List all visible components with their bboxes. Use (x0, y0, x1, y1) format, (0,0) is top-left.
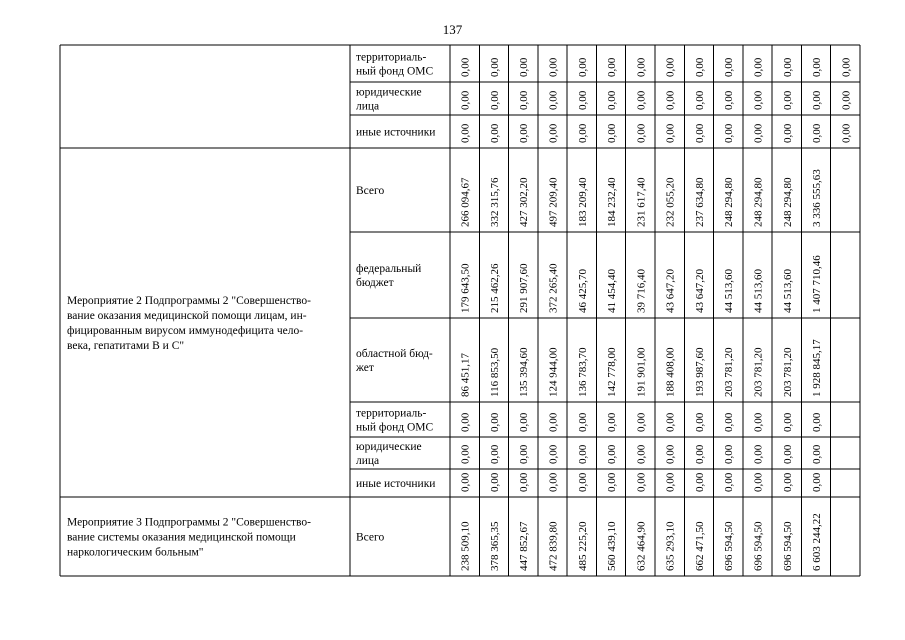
value-cell: 0,00 (840, 57, 853, 77)
value-cell: 662 471,50 (693, 521, 706, 571)
value-cell: 231 617,40 (635, 177, 648, 227)
value-cell: 0,00 (547, 472, 560, 492)
value-cell: 0,00 (811, 444, 824, 464)
value-cell: 0,00 (576, 90, 589, 110)
funding-source-line: Всего (356, 531, 385, 544)
value-cell: 696 594,50 (752, 521, 765, 571)
value-cell: 248 294,80 (781, 177, 794, 227)
value-cell: 0,00 (488, 444, 501, 464)
value-cell: 0,00 (459, 412, 472, 432)
funding-source (356, 185, 384, 197)
measure-name-line: фицированным вирусом иммунодефицита чело- (67, 325, 304, 337)
funding-source-line: иные источники (356, 126, 436, 139)
value-cell: 184 232,40 (606, 177, 619, 227)
value-cell: 0,00 (606, 90, 619, 110)
value-cell: 0,00 (518, 90, 531, 110)
value-cell: 0,00 (488, 412, 501, 432)
value-cell: 0,00 (518, 412, 531, 432)
value-cell: 0,00 (664, 57, 677, 77)
funding-source (356, 532, 384, 544)
measure-name-line: века, гепатитами В и С" (67, 340, 185, 352)
value-cell: 124 944,00 (547, 347, 560, 397)
funding-source-line: бюджет (356, 277, 394, 289)
value-cell: 0,00 (518, 472, 531, 492)
value-cell: 266 094,67 (459, 177, 472, 227)
value-cell: 0,00 (693, 412, 706, 432)
value-cell: 44 513,60 (752, 269, 765, 313)
value-cell: 44 513,60 (781, 269, 794, 313)
value-cell: 0,00 (488, 472, 501, 492)
funding-source (356, 87, 422, 113)
value-cell: 0,00 (752, 123, 765, 143)
value-cell: 485 225,20 (576, 521, 589, 571)
value-cell: 0,00 (664, 90, 677, 110)
funding-source (356, 263, 421, 289)
value-cell: 0,00 (693, 57, 706, 77)
value-cell: 193 987,60 (693, 347, 706, 397)
value-cell: 0,00 (518, 57, 531, 77)
funding-source-line: территориаль- (356, 51, 427, 64)
value-cell: 0,00 (459, 472, 472, 492)
value-cell: 0,00 (693, 444, 706, 464)
value-cell: 0,00 (781, 412, 794, 432)
value-cell: 183 209,40 (576, 177, 589, 227)
value-cell: 0,00 (723, 123, 736, 143)
value-cell: 46 425,70 (576, 269, 589, 313)
value-cell: 0,00 (459, 444, 472, 464)
funding-source-line: жет (356, 362, 374, 374)
value-cell: 0,00 (635, 90, 648, 110)
value-cell: 0,00 (781, 90, 794, 110)
value-cell: 232 055,20 (664, 177, 677, 227)
value-cell: 0,00 (459, 123, 472, 143)
value-cell: 0,00 (781, 57, 794, 77)
value-cell: 0,00 (811, 90, 824, 110)
value-cell: 0,00 (488, 123, 501, 143)
value-cell: 3 336 555,63 (811, 169, 824, 227)
value-cell: 136 783,70 (576, 347, 589, 397)
value-cell: 332 315,76 (488, 177, 501, 227)
value-cell: 0,00 (606, 444, 619, 464)
value-cell: 0,00 (840, 123, 853, 143)
value-cell: 191 901,00 (635, 347, 648, 397)
value-cell: 237 634,80 (693, 177, 706, 227)
value-cell: 179 643,50 (459, 263, 472, 313)
measure-name-line: вание оказания медицинской помощи лицам, ин- (67, 310, 307, 322)
value-cell: 0,00 (811, 123, 824, 143)
value-cell: 427 302,20 (518, 177, 531, 227)
value-cell: 0,00 (664, 444, 677, 464)
value-cell: 43 647,20 (664, 269, 677, 313)
funding-source-line: территориаль- (356, 407, 427, 420)
value-cell: 0,00 (781, 472, 794, 492)
funding-source-line: областной бюд- (356, 348, 433, 360)
measure-name-line: вание системы оказания медицинской помощи (67, 531, 296, 544)
value-cell: 0,00 (459, 90, 472, 110)
value-cell: 0,00 (723, 57, 736, 77)
funding-source-line: федеральный (356, 263, 422, 275)
page-number: 137 (442, 22, 463, 37)
measure-name-line: наркологическим больным" (67, 546, 204, 559)
value-cell: 632 464,90 (635, 521, 648, 571)
value-cell: 203 781,20 (781, 347, 794, 397)
value-cell: 248 294,80 (752, 177, 765, 227)
value-cell: 0,00 (488, 57, 501, 77)
value-cell: 0,00 (723, 412, 736, 432)
funding-source-line: Всего (356, 185, 385, 197)
value-cell: 0,00 (781, 444, 794, 464)
value-cell: 0,00 (488, 90, 501, 110)
value-cell: 0,00 (693, 90, 706, 110)
funding-source (356, 52, 434, 78)
value-cell: 696 594,50 (723, 521, 736, 571)
value-cell: 116 853,50 (488, 347, 501, 397)
measure-name (67, 295, 311, 352)
value-cell: 0,00 (664, 123, 677, 143)
value-cell: 635 293,10 (664, 521, 677, 571)
funding-source-line: ный фонд ОМС (356, 421, 434, 434)
value-cell: 0,00 (518, 123, 531, 143)
value-cell: 203 781,20 (723, 347, 736, 397)
value-cell: 0,00 (606, 412, 619, 432)
funding-source-line: ный фонд ОМС (356, 65, 434, 78)
funding-source (356, 408, 434, 434)
value-cell: 0,00 (811, 412, 824, 432)
value-cell: 291 907,60 (518, 263, 531, 313)
funding-source-line: юридические (356, 86, 422, 99)
value-cell: 0,00 (840, 90, 853, 110)
value-cell: 0,00 (576, 412, 589, 432)
value-cell: 0,00 (723, 90, 736, 110)
value-cell: 0,00 (576, 444, 589, 464)
value-cell: 0,00 (606, 472, 619, 492)
value-cell: 0,00 (752, 90, 765, 110)
value-cell: 0,00 (547, 412, 560, 432)
value-cell: 378 365,35 (488, 521, 501, 571)
value-cell: 142 778,00 (606, 347, 619, 397)
value-cell: 0,00 (781, 123, 794, 143)
funding-source-line: лица (356, 455, 380, 467)
value-cell: 0,00 (693, 123, 706, 143)
value-cell: 86 451,17 (459, 353, 472, 397)
value-cell: 0,00 (635, 123, 648, 143)
measure-name-line: Мероприятие 3 Подпрограммы 2 "Совершенство- (67, 516, 311, 529)
value-cell: 0,00 (576, 472, 589, 492)
value-cell: 0,00 (635, 444, 648, 464)
value-cell: 0,00 (547, 57, 560, 77)
value-cell: 0,00 (576, 57, 589, 77)
value-cell: 0,00 (576, 123, 589, 143)
value-cell: 1 407 710,46 (811, 255, 824, 313)
value-cell: 472 839,80 (547, 521, 560, 571)
funding-source-line: юридические (356, 441, 422, 453)
value-cell: 0,00 (606, 123, 619, 143)
value-cell: 203 781,20 (752, 347, 765, 397)
value-cell: 135 394,60 (518, 347, 531, 397)
value-cell: 0,00 (723, 444, 736, 464)
measure-name (67, 517, 311, 559)
value-cell: 43 647,20 (693, 269, 706, 313)
value-cell: 0,00 (752, 444, 765, 464)
value-cell: 41 454,40 (606, 269, 619, 313)
value-cell: 0,00 (547, 123, 560, 143)
value-cell: 0,00 (664, 412, 677, 432)
value-cell: 560 439,10 (606, 521, 619, 571)
value-cell: 6 603 244,22 (811, 513, 824, 571)
value-cell: 0,00 (664, 472, 677, 492)
value-cell: 0,00 (518, 444, 531, 464)
funding-source (356, 441, 422, 467)
value-cell: 0,00 (811, 472, 824, 492)
value-cell: 447 852,67 (518, 521, 531, 571)
funding-source (356, 478, 435, 490)
value-cell: 0,00 (459, 57, 472, 77)
value-cell: 0,00 (635, 412, 648, 432)
value-cell: 0,00 (547, 444, 560, 464)
value-cell: 0,00 (547, 90, 560, 110)
value-cell: 696 594,50 (781, 521, 794, 571)
value-cell: 188 408,00 (664, 347, 677, 397)
value-cell: 0,00 (693, 472, 706, 492)
value-cell: 0,00 (752, 472, 765, 492)
value-cell: 497 209,40 (547, 177, 560, 227)
value-cell: 238 509,10 (459, 521, 472, 571)
value-cell: 0,00 (606, 57, 619, 77)
value-cell: 0,00 (635, 472, 648, 492)
value-cell: 0,00 (811, 57, 824, 77)
value-cell: 44 513,60 (723, 269, 736, 313)
measure-name-line: Мероприятие 2 Подпрограммы 2 "Совершенство- (67, 295, 311, 307)
funding-source (356, 127, 435, 139)
value-cell: 372 265,40 (547, 263, 560, 313)
value-cell: 248 294,80 (723, 177, 736, 227)
value-cell: 0,00 (635, 57, 648, 77)
value-cell: 0,00 (752, 57, 765, 77)
value-cell: 0,00 (723, 472, 736, 492)
funding-source (355, 348, 433, 374)
value-cell: 39 716,40 (635, 269, 648, 313)
value-cell: 215 462,26 (488, 263, 501, 313)
value-cell: 1 928 845,17 (811, 339, 824, 397)
funding-source-line: иные источники (356, 478, 436, 490)
value-cell: 0,00 (752, 412, 765, 432)
funding-source-line: лица (356, 100, 380, 113)
